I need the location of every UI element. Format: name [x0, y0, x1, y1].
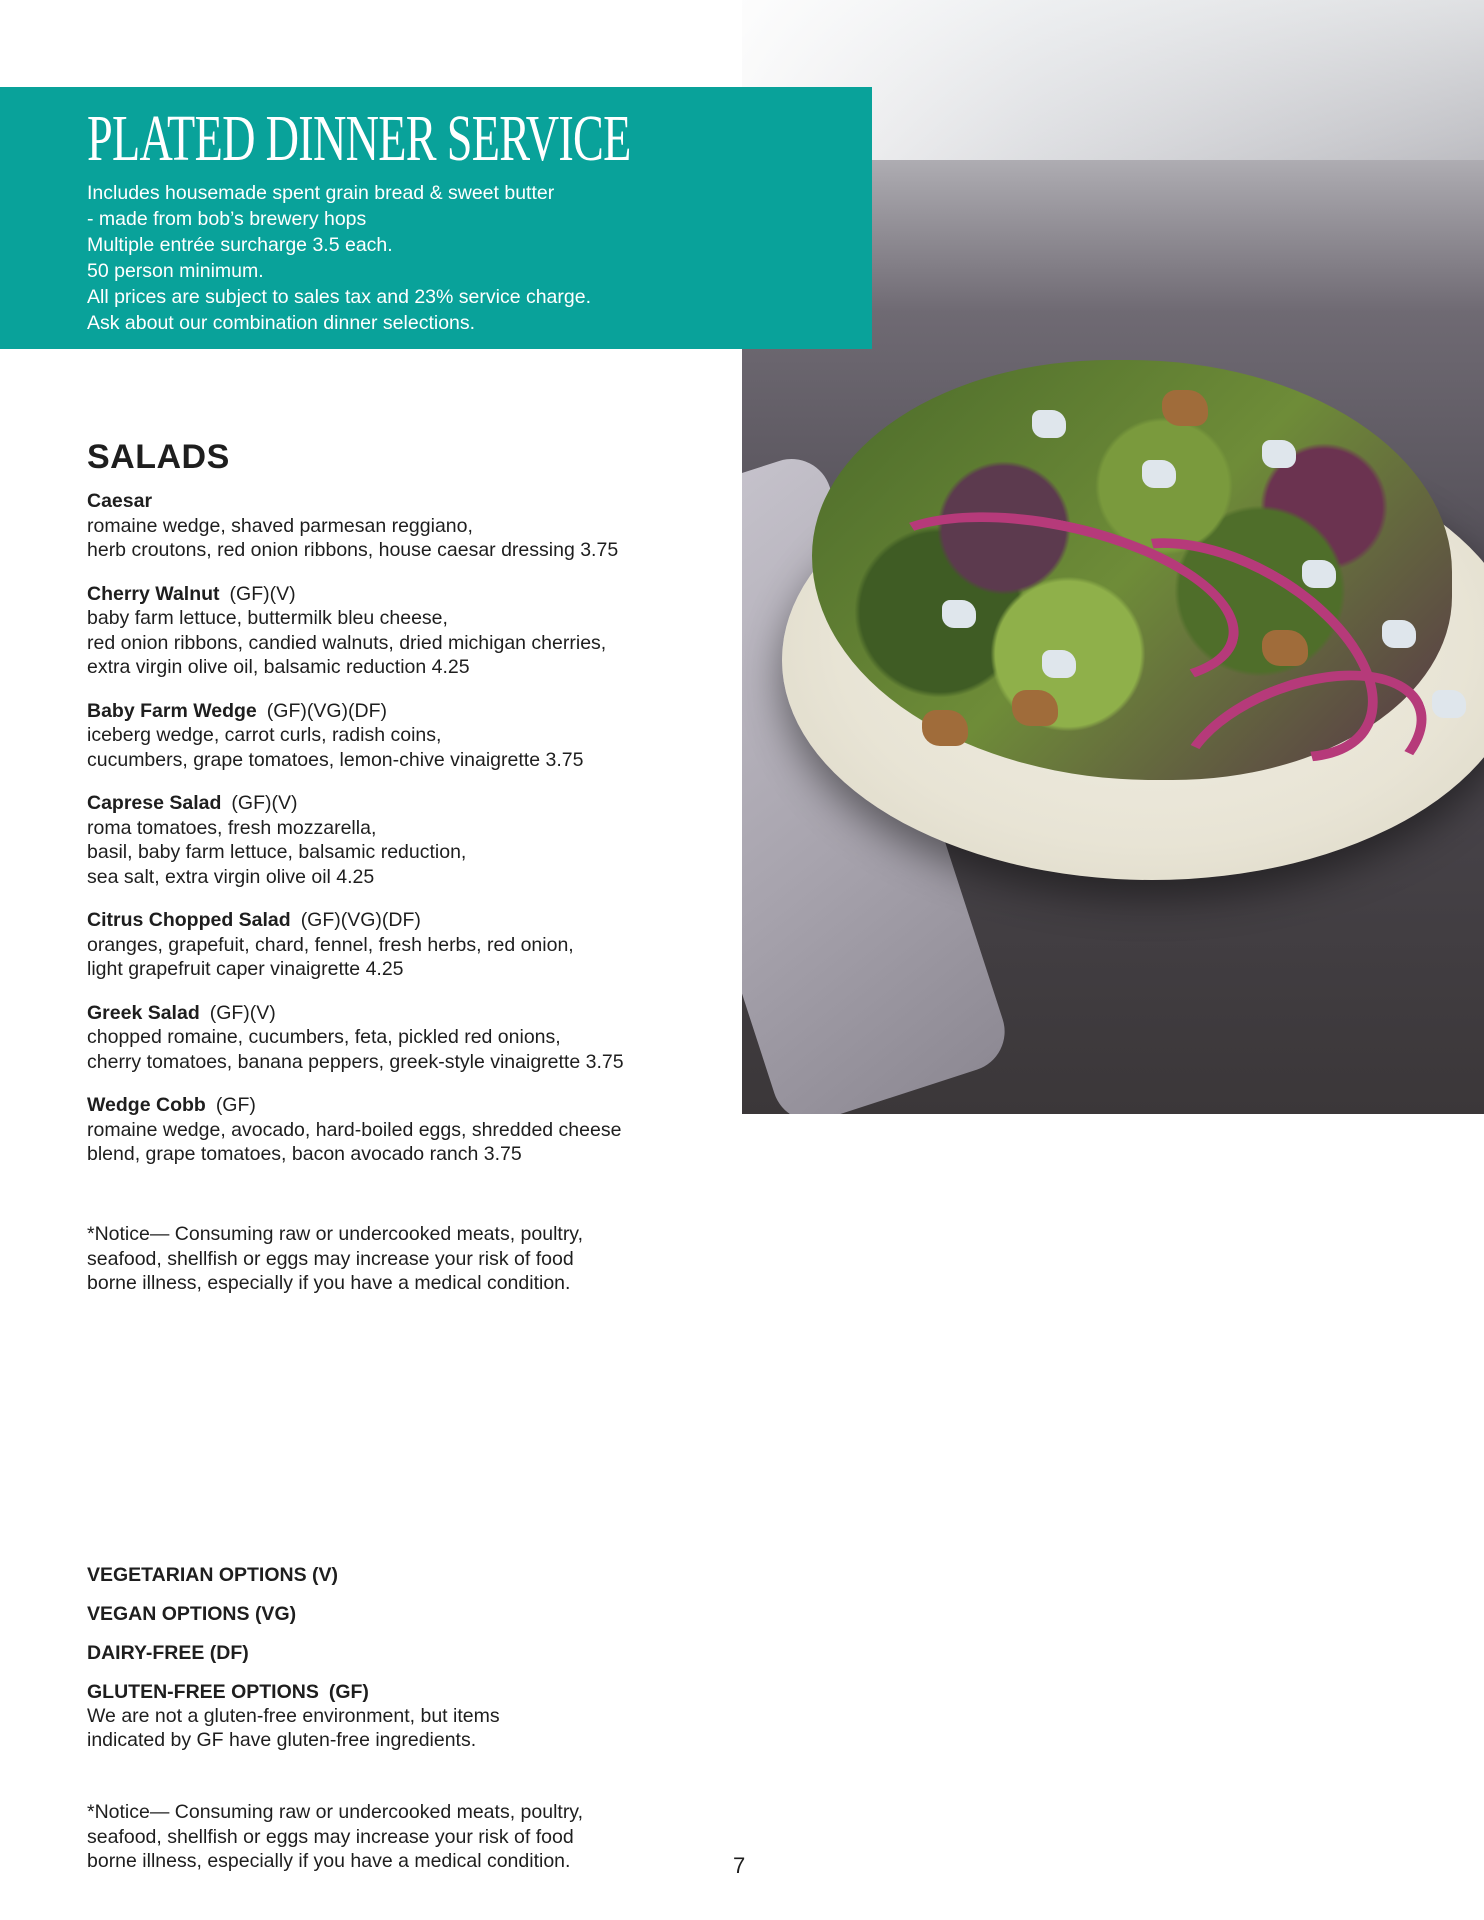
food-safety-notice: *Notice— Consuming raw or undercooked meats, poultry, seafood, shellfish or eggs may increase your risk of food borne illness, especially if you have a medical condition.: [87, 1223, 584, 1294]
item-name: Wedge Cobb: [87, 1094, 206, 1116]
item-description: baby farm lettuce, buttermilk bleu cheese, red onion ribbons, candied walnuts, dried michigan cherries, extra virgin olive oil, balsamic reduction 4.25: [87, 607, 607, 678]
banner-info-list: [87, 180, 591, 336]
cheese-crumble: [1382, 620, 1416, 648]
menu-item: [87, 1001, 727, 1075]
item-diet-tags: (GF)(V): [209, 1001, 276, 1024]
item-name: Caesar: [87, 490, 153, 512]
legend-gluten-free-tag: (GF): [328, 1681, 369, 1703]
salad-list: [87, 489, 727, 1186]
cheese-crumble: [1142, 460, 1176, 488]
banner-info-line: Ask about our combination dinner selections.: [87, 312, 476, 334]
menu-item: [87, 582, 727, 680]
cheese-crumble: [942, 600, 976, 628]
legend-gluten-free: [87, 1680, 687, 1704]
banner-info-line: Includes housemade spent grain bread & sweet butter: [87, 182, 555, 204]
item-description: romaine wedge, shaved parmesan reggiano, herb croutons, red onion ribbons, house caesar dressing 3.75: [87, 514, 619, 561]
item-diet-tags: (GF)(V): [231, 792, 298, 814]
dietary-legend: [87, 1563, 687, 1752]
menu-item: [87, 489, 727, 563]
walnut: [1162, 390, 1208, 426]
cheese-crumble: [1032, 410, 1066, 438]
legend-dairy-free: DAIRY-FREE (DF): [87, 1642, 249, 1664]
cheese-crumble: [1432, 690, 1466, 718]
item-name: Caprese Salad: [87, 792, 222, 814]
header-banner: [0, 87, 872, 349]
item-description: oranges, grapefuit, chard, fennel, fresh herbs, red onion, light grapefruit caper vinaigrette 4.25: [87, 933, 574, 980]
cheese-crumble: [1042, 650, 1076, 678]
item-description: romaine wedge, avocado, hard-boiled eggs, shredded cheese blend, grape tomatoes, bacon avocado ranch 3.75: [87, 1118, 622, 1165]
item-description: roma tomatoes, fresh mozzarella, basil, baby farm lettuce, balsamic reduction, sea salt, extra virgin olive oil 4.25: [87, 816, 467, 888]
legend-gluten-free-label: GLUTEN-FREE OPTIONS: [87, 1681, 319, 1703]
page-title: PLATED DINNER SERVICE: [87, 102, 631, 175]
legend-vegan: VEGAN OPTIONS (VG): [87, 1603, 297, 1625]
item-diet-tags: (GF)(V): [229, 582, 296, 605]
walnut: [1012, 690, 1058, 726]
menu-item: [87, 791, 727, 889]
item-name: Baby Farm Wedge: [87, 699, 257, 722]
item-diet-tags: (GF)(VG)(DF): [266, 699, 387, 722]
legend-vegetarian: VEGETARIAN OPTIONS (V): [87, 1564, 338, 1586]
walnut: [1262, 630, 1308, 666]
section-title-salads: SALADS: [87, 438, 230, 476]
menu-item: [87, 908, 727, 982]
cheese-crumble: [1302, 560, 1336, 588]
walnut: [922, 710, 968, 746]
item-description: iceberg wedge, carrot curls, radish coins, cucumbers, grape tomatoes, lemon-chive vinaigrette 3.75: [87, 724, 584, 771]
banner-info-line: 50 person minimum.: [87, 260, 264, 282]
menu-item: [87, 699, 727, 773]
banner-info-line: Multiple entrée surcharge 3.5 each.: [87, 234, 393, 256]
legend-gluten-free-description: We are not a gluten-free environment, but items indicated by GF have gluten-free ingredients.: [87, 1705, 500, 1751]
item-name: Cherry Walnut: [87, 582, 220, 605]
item-name: Citrus Chopped Salad: [87, 909, 291, 931]
banner-info-line: - made from bob’s brewery hops: [87, 208, 367, 230]
item-diet-tags: (GF): [215, 1094, 256, 1116]
menu-item: [87, 1093, 727, 1167]
item-diet-tags: (GF)(VG)(DF): [300, 909, 421, 931]
item-description: chopped romaine, cucumbers, feta, pickled red onions, cherry tomatoes, banana peppers, greek-style vinaigrette 3.75: [87, 1026, 624, 1073]
page-number: 7: [733, 1853, 746, 1878]
banner-info-line: All prices are subject to sales tax and 23% service charge.: [87, 286, 592, 308]
item-name: Greek Salad: [87, 1001, 200, 1024]
cheese-crumble: [1262, 440, 1296, 468]
food-safety-notice-footer: *Notice— Consuming raw or undercooked meats, poultry, seafood, shellfish or eggs may increase your risk of food borne illness, especially if you have a medical condition.: [87, 1801, 584, 1872]
